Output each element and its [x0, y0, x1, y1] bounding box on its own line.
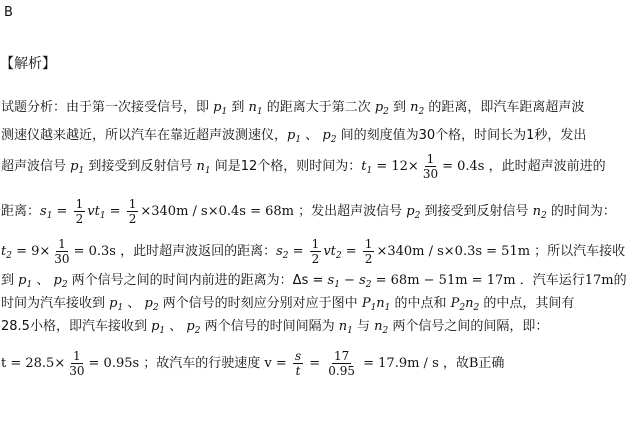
analysis-line-7: 时间为汽车接收到 $p_1$ 、 $p_2$ 两个信号的时刻应分别对应于图中 $P_1n_1$ 的中点和 $P_2n_2$ 的中点，其间有 — [1, 296, 575, 313]
analysis-line-1: 试题分析：由于第一次接受信号，即 $p_1$ 到 $n_1$ 的距离大于第二次 $p_2$ 到 $n_2$ 的距离，即汽车距离超声波 — [1, 100, 585, 117]
analysis-line-3: 超声波信号 $p_1$ 到接受到反射信号 $n_1$ 间是12个格，则时间为：$t_1 = 12\times$ $\frac{1}{30}$ = 0.4s ，此时超声波前进的 — [1, 152, 606, 181]
analysis-line-5: $t_2 = 9\times$ $\frac{1}{30}$ = 0.3s ，此时超声波返回的距离：$s_2$ = $\frac{1}{2}$ $vt_2$ = $\frac{1}{2}$ ×340m / s×0.3s = 51m ；所以汽车接收 — [1, 237, 626, 266]
answer-label: B — [4, 5, 13, 20]
analysis-line-2: 测速仪越来越近，所以汽车在靠近超声波测速仪，$p_1$ 、 $p_2$ 间的刻度值为30个格，时间长为1秒，发出 — [1, 128, 587, 145]
analysis-line-6: 到 $p_1$ 、 $p_2$ 两个信号之间的时间内前进的距离为：$\Delta s = s_1 - s_2 = 68m - 51m = 17m$ ．汽车运行17m的 — [1, 273, 627, 290]
section-title: 【解析】 — [0, 56, 56, 72]
analysis-line-4: 距离：$s_1$ = $\frac{1}{2}$ $vt_1$ = $\frac{1}{2}$ ×340m / s×0.4s = 68m ；发出超声波信号 $p_2$ 到接受到反射信号 $n_2$ 的时间为： — [1, 197, 616, 226]
fraction-1-30: $\frac{1}{30}$ — [422, 152, 439, 181]
analysis-line-8: 28.5小格，即汽车接收到 $p_1$ 、 $p_2$ 两个信号的时间间隔为 $n_1$ 与 $n_2$ 两个信号之间的间隔，即： — [1, 319, 549, 336]
analysis-line-9: t = 28.5× $\frac{1}{30}$ = 0.95s ；故汽车的行驶速度 v = $\frac{s}{t}$ = $\frac{17}{0.95}$ = 17.9m / s ，故B正确 — [1, 349, 505, 378]
